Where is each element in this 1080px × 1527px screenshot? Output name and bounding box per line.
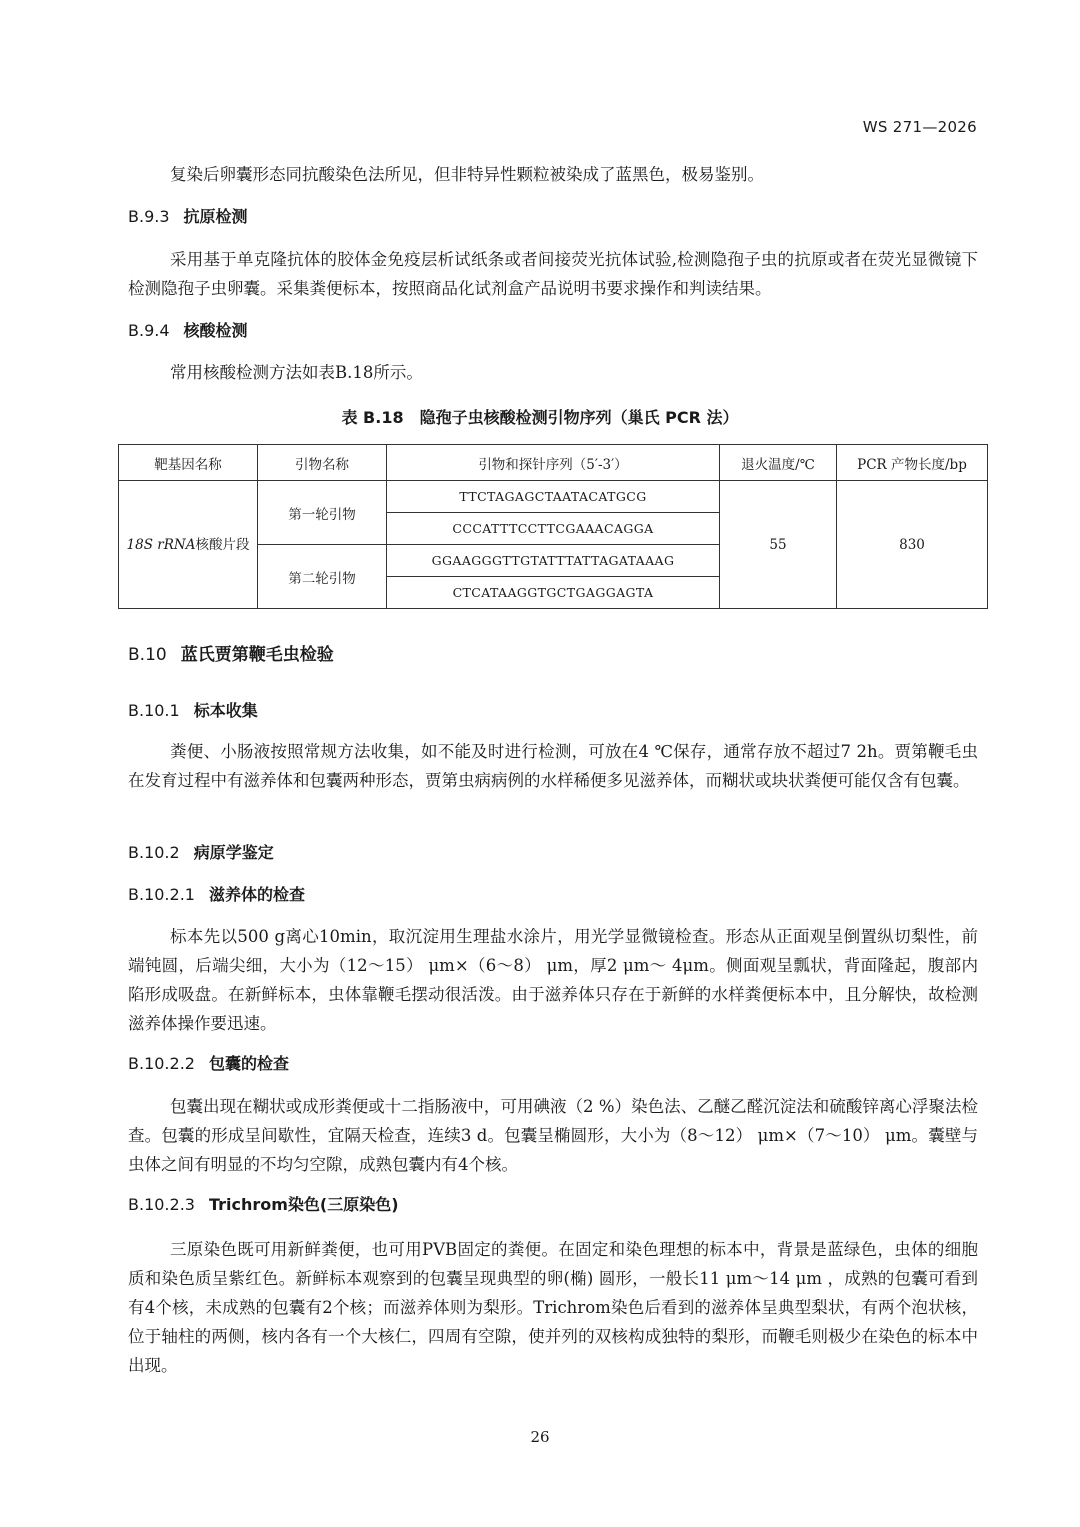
table-header-row [119,445,988,481]
primer-round-1: 第一轮引物 [258,481,387,545]
section-number: B.9.3 [128,207,170,226]
sequence-cell: CCCATTTCCTTCGAAACAGGA [387,513,720,545]
section-title: 病原学鉴定 [193,843,274,862]
section-heading-b1021 [128,884,305,906]
section-title: 滋养体的检查 [208,885,305,904]
paragraph-b94: 常用核酸检测方法如表B.18所示。 [170,363,423,382]
primer-round-2: 第二轮引物 [258,545,387,609]
intro-paragraph: 复染后卵囊形态同抗酸染色法所见，但非特异性颗粒被染成了蓝黑色，极易鉴别。 [170,165,764,184]
header-annealing-temp: 退火温度/℃ [720,445,837,481]
section-title: 核酸检测 [183,321,248,340]
standard-code: WS 271—2026 [862,118,977,136]
primer-table [118,444,988,609]
section-heading-b1022 [128,1053,289,1075]
gene-name-italic: 18S rRNA [126,536,196,553]
section-heading-b102 [128,842,274,864]
section-title: 包囊的检查 [208,1054,289,1073]
section-title: 标本收集 [193,701,258,720]
sequence-cell: GGAAGGGTTGTATTTATTAGATAAAG [387,545,720,577]
paragraph-b1022: 包囊出现在糊状或成形粪便或十二指肠液中，可用碘液（2 %）染色法、乙醚乙醛沉淀法和硫酸锌离心浮聚法检查。包囊的形成呈间歇性，宜隔天检查，连续3 d。包囊呈椭圆形，大小为（8～12） μm×（7～10） μm。囊壁与虫体之间有明显的不均匀空隙，成熟包囊内有4个核。 [128,1097,978,1174]
section-number: B.10 [128,645,167,665]
gene-name-rest: 核酸片段 [195,536,250,553]
section-number: B.10.2.1 [128,885,195,904]
header-target-gene: 靶基因名称 [119,445,258,481]
section-heading-b94 [128,320,248,342]
section-heading-b1023 [128,1194,399,1216]
paragraph-b93: 采用基于单克隆抗体的胶体金免疫层析试纸条或者间接荧光抗体试验,检测隐孢子虫的抗原或者在荧光显微镜下检测隐孢子虫卵囊。采集粪便标本，按照商品化试剂盒产品说明书要求操作和判读结果。 [128,250,978,298]
section-number: B.10.2.3 [128,1195,195,1214]
section-number: B.10.2.2 [128,1054,195,1073]
header-sequence: 引物和探针序列（5′-3′） [387,445,720,481]
table-title: 表 B.18 隐孢子虫核酸检测引物序列（巢氏 PCR 法） [341,408,739,427]
product-length-cell: 830 [837,481,988,609]
table-row [119,481,988,513]
paragraph-b1021: 标本先以500 g离心10min，取沉淀用生理盐水涂片，用光学显微镜检查。形态从正面观呈倒置纵切梨性，前端钝圆，后端尖细，大小为（12～15） μm×（6～8） μm，厚2 μm～ 4μm。侧面观呈瓢状，背面隆起，腹部内陷形成吸盘。在新鲜标本，虫体靠鞭毛摆动很活泼。由于滋养体只存在于新鲜的水样粪便标本中，且分解快，故检测滋养体操作要迅速。 [128,927,978,1033]
target-gene-cell [119,481,258,609]
section-number: B.10.1 [128,701,180,720]
section-title: Trichrom染色(三原染色) [208,1195,399,1214]
sequence-cell: CTCATAAGGTGCTGAGGAGTA [387,577,720,609]
section-heading-b93 [128,206,248,228]
annealing-temp-cell: 55 [720,481,837,609]
page-number: 26 [530,1428,550,1446]
section-heading-b10 [128,644,334,666]
section-number: B.9.4 [128,321,170,340]
header-primer-name: 引物名称 [258,445,387,481]
section-number: B.10.2 [128,843,180,862]
paragraph-b1023: 三原染色既可用新鲜粪便，也可用PVB固定的粪便。在固定和染色理想的标本中，背景是蓝绿色，虫体的细胞质和染色质呈紫红色。新鲜标本观察到的包囊呈现典型的卵(椭) 圆形，一般长11 μm～14 μm ，成熟的包囊可看到有4个核，未成熟的包囊有2个核；而滋养体则为梨形。Trichrom染色后看到的滋养体呈典型梨状，有两个泡状核，位于轴柱的两侧，核内各有一个大核仁，四周有空隙，使并列的双核构成独特的梨形，而鞭毛则极少在染色的标本中出现。 [128,1240,978,1375]
section-heading-b101 [128,700,258,722]
sequence-cell: TTCTAGAGCTAATACATGCG [387,481,720,513]
section-title: 抗原检测 [183,207,248,226]
section-title: 蓝氏贾第鞭毛虫检验 [180,645,334,665]
header-product-length: PCR 产物长度/bp [837,445,988,481]
paragraph-b101: 粪便、小肠液按照常规方法收集，如不能及时进行检测，可放在4 ℃保存，通常存放不超过7 2h。贾第鞭毛虫在发育过程中有滋养体和包囊两种形态，贾第虫病病例的水样稀便多见滋养体，而糊状或块状粪便可能仅含有包囊。 [128,742,978,790]
